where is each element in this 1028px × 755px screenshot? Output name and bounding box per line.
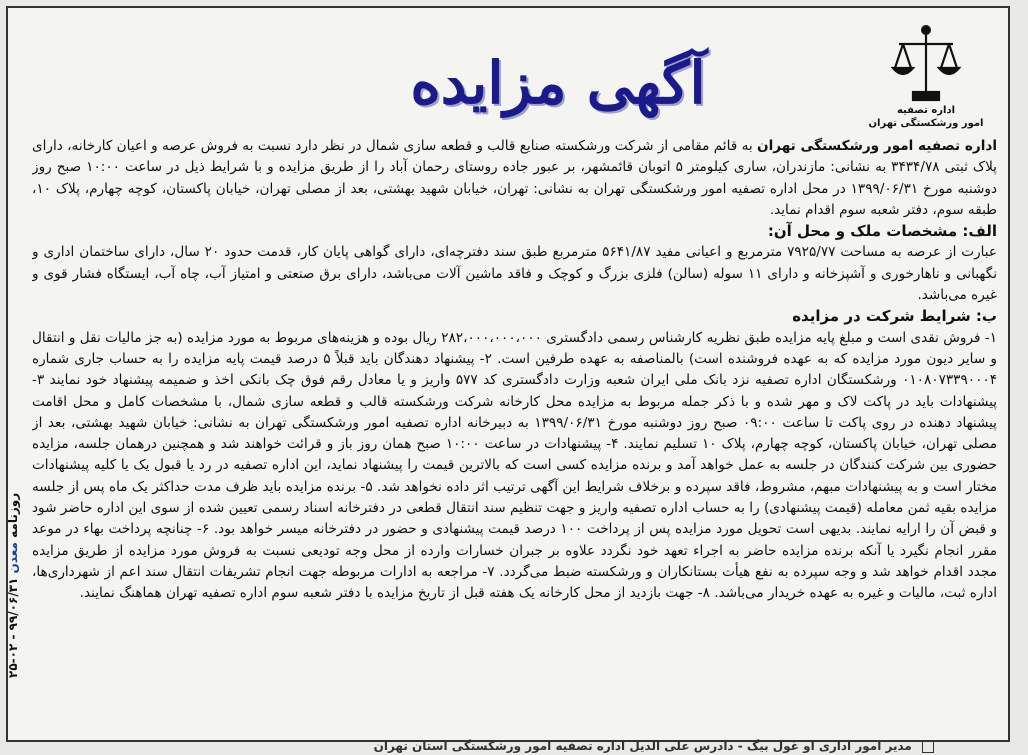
- footer-signature: [40, 739, 940, 755]
- section-a-text: عبارت از عرصه به مساحت ۷۹۲۵/۷۷ مترمربع و اعیانی مفید ۵۶۴۱/۸۷ مترمربع طبق سند دفترچه‌ای، دارای گواهی پایان کار، قدمت حدود ۲۰ سال، دارای ساختمان اداری و نگهبانی و ناهارخوری و آشپزخانه و دارای ۱۱ سوله (سالن) فلزی بزرگ و کوچک و فاقد ماشین آلات می‌باشد، دارای برق صنعتی و امتیاز آب، چاه آب، ایستگاه فشار قوی و غیره می‌باشد.: [32, 244, 997, 304]
- emblem: [866, 22, 986, 142]
- section-b-text: ۱- فروش نقدی است و مبلغ پایه مزایده طبق نظریه کارشناس رسمی دادگستری ۲۸۲،۰۰۰،۰۰۰،۰۰۰ ریال بوده و هزینه‌های مربوط به مورد مزایده (به جز مالیات نقل و انتقال و سایر دیون مورد مزایده که به عهده فروشنده است) بالمناصفه به عهده طرفین است. ۲- پیشنهاد دهندگان باید قبلاً ۵ درصد قیمت پایه مزایده را به حساب جاری شماره ۰۱۰۸۰۷۳۳۹۰۰۰۴ ورشکستگان اداره تصفیه نزد بانک ملی ایران شعبه وزارت دادگستری کد ۵۷۷ واریز و یا معادل رقم فوق چک بانکی اخذ و ضمیمه پیشنهاد خود نمایند ۳- پیشنهادات باید در پاکت لاک و مهر شده و با ذکر جمله مربوط به مزایده محل کارخانه شرکت ورشکسته قالب و قطعه سازی شمال، با مشخصات کامل و محل اقامت پیشنهاد دهنده در روی پاکت تا ساعت ۰۹:۰۰ صبح روز دوشنبه مورخ ۱۳۹۹/۰۶/۳۱ به دبیرخانه اداره تصفیه امور ورشکستگی تهران به نشانی: خیابان شهید بهشتی، بعد از مصلی تهران، خیابان پاکستان، کوچه چهارم، پلاک ۱۰ تسلیم نمایند. ۴- پیشنهادات در ساعت ۱۰:۰۰ صبح همان روز باز و قرائت خواهند شد و همچنین درهمان جلسه، مزایده حضوری بین شرکت کنندگان در جلسه به عمل خواهد آمد و برنده مزایده کسی است که بالاترین قیمت را پیشنهاد نماید، این اداره تصفیه در رد یا قبول یک یا کلیه پیشنهادات مختار است و به پیشنهادات مبهم، مشروط، فاقد سپرده و برخلاف شرایط این آگهی ترتیب اثر داده نخواهد شد. ۵- برنده مزایده باید ظرف مدت حداکثر یک ماه پس از جلسه مزایده بقیه ثمن معامله (قیمت پیشنهادی) را به حساب اداره تصفیه واریز و جهت تنظیم سند انتقال قطعی در دفترخانه اسناد رسمی تعیین شده از سوی این اداره حاضر شود و قبض آن را ارایه نمایند. بدیهی است تحویل مورد مزایده پس از پرداخت ۱۰۰ درصد قیمت پیشنهادی و حضور در دفترخانه میسر خواهد بود. ۶- چنانچه پرداخت بهاء در موعد مقرر انجام نگیرد یا آنکه برنده مزایده حاضر به اجراء تعهد خود نگردد علاوه بر جبران خسارات وارده از محل وجه تودیعی نسبت به فروش مورد مزایده از طریق مزایده مجدد اقدام خواهد شد و وجه سپرده به نفع هیأت بستانکاران و ورشکسته ضبط می‌گردد. ۷- مراجعه به ادارات مربوطه جهت انجام تشریفات انتقال سند اعم از شهرداری‌ها، اداره ثبت، مالیات و غیره به عهده خریدار می‌باشد. ۸- جهت بازدید از محل کارخانه یک هفته قبل از تاریخ مزایده با دفتر شعبه سوم اداره تصفیه تهران هماهنگ نمایند.: [32, 329, 997, 602]
- checkbox-mark: [922, 741, 934, 753]
- notice-frame: [6, 6, 1010, 742]
- emblem-caption-line1: اداره تصفیه: [896, 105, 956, 116]
- newspaper-sidebar: [6, 420, 28, 750]
- sidebar-date: ۹۹/۰۶/۳۱ - ۰۲-۲۵: [6, 577, 20, 678]
- notice-title: آگهی مزایده: [410, 49, 706, 117]
- intro-text: به قائم مقامی از شرکت ورشکسته صنایع قالب و قطعه سازی شمال در نظر دارد نسبت به فروش عرصه و اعیان کارخانه، دارای پلاک ثبتی ۳۴۳۴/۷۸ به نشانی: مازندران، ساری کیلومتر ۵ اتوبان قائمشهر، بر عبور جاده روستای رحمان آباد را از طریق مزایده و با شرایط ذیل در ساعت ۱۰:۰۰ صبح روز دوشنبه مورخ ۱۳۹۹/۰۶/۳۱ در محل اداره تصفیه امور ورشکستگی تهران به نشانی: تهران، خیابان شهید بهشتی، بعد از مصلی تهران، خیابان پاکستان، کوچه چهارم، پلاک ۱۰، طبقه سوم، دفتر شعبه سوم اقدام نماید.: [32, 138, 997, 218]
- notice-body: [32, 136, 997, 736]
- sidebar-brand: معدن: [6, 541, 20, 574]
- section-a-heading: الف: مشخصات ملک و محل آن:: [767, 222, 997, 241]
- section-b-heading: ب: شرایط شرکت در مزایده: [792, 307, 997, 326]
- intro-paragraph: [32, 136, 997, 221]
- footer-text: مدیر امور اداری او غول بیگ - دادرس علی الدیل اداره تصفیه امور ورشکستگی استان تهران: [373, 739, 912, 753]
- intro-lead: اداره تصفیه امور ورشکستگی تهران: [756, 138, 997, 154]
- emblem-caption-line2: امور ورشکستگی تهران: [868, 118, 984, 129]
- sidebar-prefix: روزنامه: [6, 492, 20, 538]
- scales-of-justice-icon: [889, 22, 963, 104]
